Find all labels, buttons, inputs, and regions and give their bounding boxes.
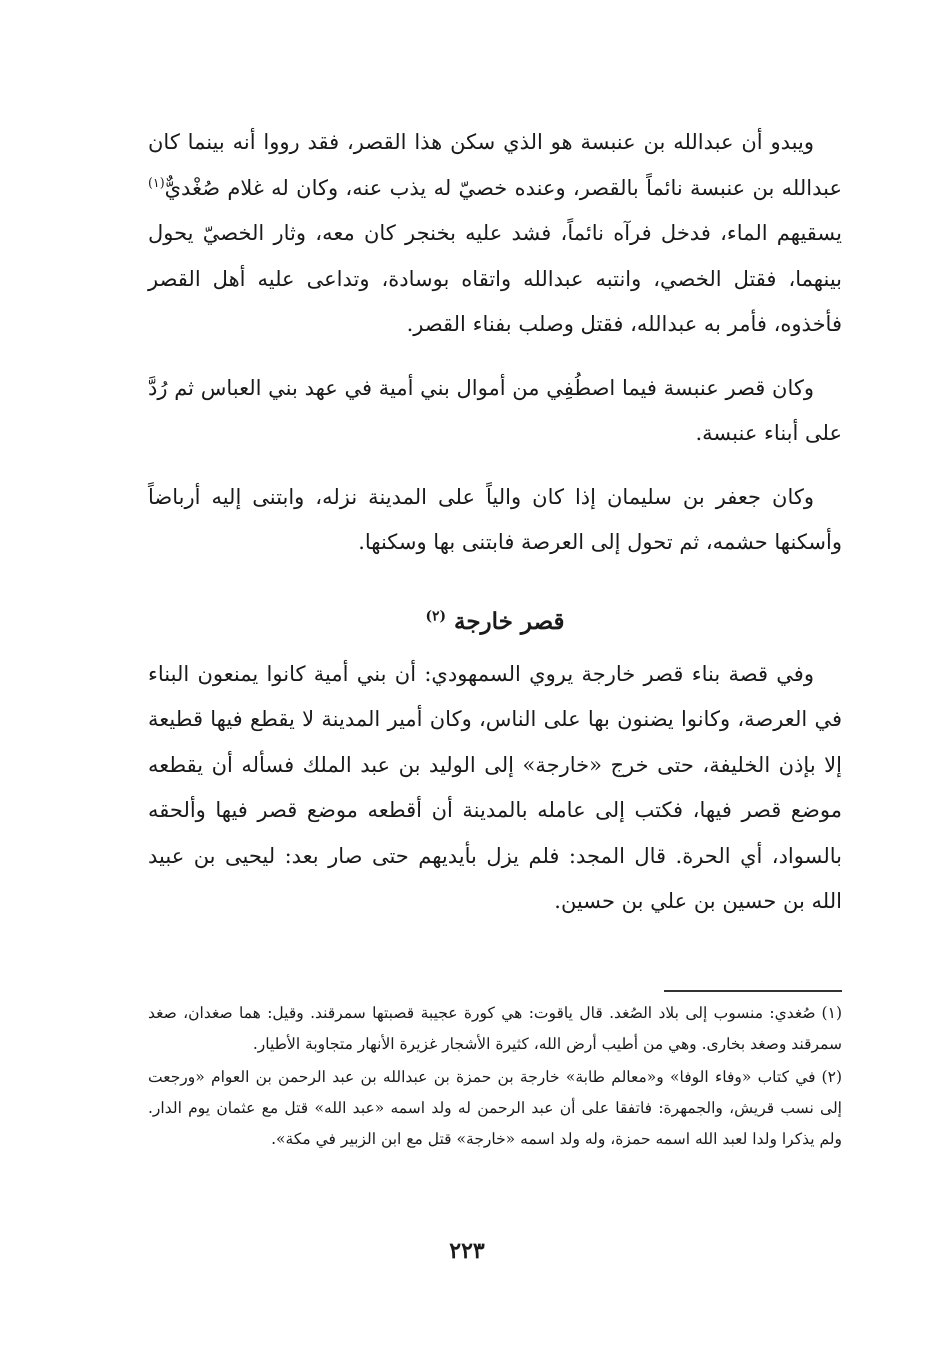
paragraph-text: وكان جعفر بن سليمان إذا كان والياً على المدينة نزله، وابتنى إليه أرباضاً وأسكنها حشمه، ثم تحول إلى العرصة فابتنى بها وسكنها. — [148, 484, 842, 554]
footnote-ref: (٢) — [425, 607, 446, 624]
main-text — [148, 120, 842, 943]
footnote-1 — [148, 998, 842, 1060]
footnote-text: في كتاب «وفاء الوفا» و«معالم طابة» خارجة بن حمزة بن عبدالله بن عبد الرحمن بن العوام «ورجعت إلى نسب قريش، والجمهرة: فاتفقا على أن عبد الرحمن له ولد اسمه «عبد الله» قتل مع عثمان يوم الدار. ولم يذكرا ولدا لعبد الله اسمه حمزة، وله ولد اسمه «خارجة» قتل مع ابن الزبير في مكة». — [148, 1068, 842, 1148]
footnote-text: صُغدي: منسوب إلى بلاد الصُغد. قال ياقوت: هي كورة عجيبة قصبتها سمرقند. وقيل: هما صغدان، صغد سمرقند وصغد بخارى. وهي من أطيب أرض الله، كثيرة الأشجار غزيرة الأنهار متجاوبة الأطيار. — [148, 1004, 842, 1053]
page-number: ٢٢٣ — [449, 1238, 485, 1264]
paragraph-text: وكان قصر عنبسة فيما اصطُفِي من أموال بني أمية في عهد بني العباس ثم رُدَّ على أبناء عنبسة. — [148, 375, 842, 445]
paragraph-text: وفي قصة بناء قصر خارجة يروي السمهودي: أن بني أمية كانوا يمنعون البناء في العرصة، وكانوا يضنون بها على الناس، وكان أمير المدينة لا يقطع فيها قطيعة إلا بإذن الخليفة، حتى خرج «خارجة» إلى الوليد بن عبد الملك فسأله أن يقطعه موضع قصر فيها، فكتب إلى عامله بالمدينة أن أقطعه موضع قصر فيها وألحقه بالسواد، أي الحرة. قال المجد: فلم يزل بأيديهم حتى صار بعد: ليحيى بن عبيد الله بن حسين بن علي بن حسين. — [148, 661, 842, 913]
section-heading — [148, 602, 842, 642]
footnote-2 — [148, 1062, 842, 1155]
section-title: قصر خارجة — [453, 607, 565, 635]
paragraph-anbasa-palace — [148, 366, 842, 457]
paragraph-text: ويبدو أن عبدالله بن عنبسة هو الذي سكن هذا القصر، فقد رووا أنه بينما كان عبدالله بن عنبسة نائماً بالقصر، وعنده خصيّ له يذب عنه، وكان له غلام صُغْديٌّ$^{(١)}$ يسقيهم الماء، فدخل فرآه نائماً، فشد عليه بخنجر كان معه، وثار الخصيّ يحول بينهما، فقتل الخصي، وانتبه عبدالله واتقاه بوسادة، وتداعى عليه أهل القصر فأخذوه، فأمر به عبدالله، فقتل وصلب بفناء القصر. — [148, 130, 842, 336]
footnotes — [148, 990, 842, 1157]
footnote-ref: (١) — [148, 174, 165, 190]
paragraph-kharija-palace — [148, 652, 842, 925]
footnote-divider — [664, 990, 842, 992]
paragraph-jafar-ibn-sulayman — [148, 475, 842, 566]
footnote-number: (٢) — [821, 1068, 842, 1086]
footnote-number: (١) — [821, 1004, 842, 1022]
paragraph-abdullah-ibn-anbasa — [148, 120, 842, 348]
